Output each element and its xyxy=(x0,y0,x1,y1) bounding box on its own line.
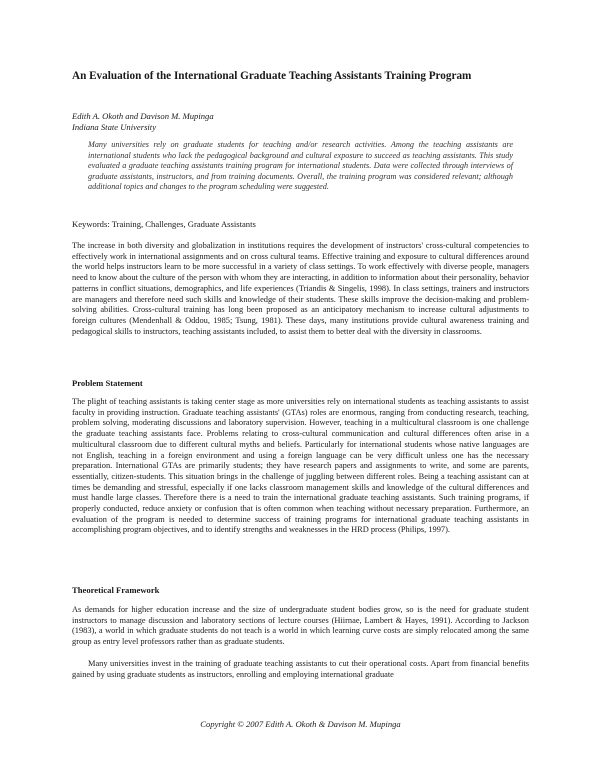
paper-title: An Evaluation of the International Graduate Teaching Assistants Training Program xyxy=(72,70,472,82)
author-block xyxy=(72,111,214,132)
author-affiliation: Indiana State University xyxy=(72,121,157,132)
problem-statement-heading: Problem Statement xyxy=(72,378,143,388)
keywords: Keywords: Training, Challenges, Graduate Assistants xyxy=(72,219,256,229)
intro-paragraph: The increase in both diversity and globalization in institutions requires the development of instructors' cross-cultural competencies to effectively work in international assignments and on cross cultural teams. Effective training and exposure to cultural differences around the world helps instructors learn to be more successful in a variety of class settings. To work effectively with diverse people, managers need to know about the culture of the person with whom they are interacting, in addition to information about their personality, behavior patterns in conflict situations, demographics, and life experiences (Triandis & Singelis, 1998). In class settings, trainers and instructors are managers and therefore need such skills and knowledge of their students. These skills improve the decision-making and problem-solving abilities. Cross-cultural training has long been proposed as an anticipatory mechanism to increase cultural adjustments to foreign cultures (Mendenhall & Oddou, 1985; Tsung, 1981). These days, many institutions provide cultural awareness training and pedagogical skills to instructors, teaching assistants included, to assist them to better deal with the diversity in classrooms. xyxy=(72,241,529,336)
abstract: Many universities rely on graduate students for teaching and/or research activities. Among the teaching assistants are international students who lack the pedagogical background and cultural exposure to succeed as teaching assistants. This study evaluated a graduate teaching assistants training program for international students. Data were collected through interviews of graduate assistants, instructors, and from training documents. Overall, the training program was considered relevant; although additional topics and changes to the program scheduling were suggested. xyxy=(88,140,513,192)
theoretical-framework-paragraph-2: Many universities invest in the training of graduate teaching assistants to cut their operational costs. Apart from financial benefits gained by using graduate students as instructors, enrolling and employing international graduate xyxy=(72,659,529,679)
theoretical-framework-paragraph-1: As demands for higher education increase and the size of undergraduate student bodies grow, so is the need for graduate student instructors to manage discussion and laboratory sections of lecture courses (Hiirnae, Lambert & Hayes, 1991). According to Jackson (1983), a world in which graduate students do not teach is a world in which learning curve costs are simply relocated among the same group as entry level professors rather than as graduate students. xyxy=(72,605,529,647)
theoretical-framework-heading: Theoretical Framework xyxy=(72,585,160,595)
problem-statement-paragraph: The plight of teaching assistants is taking center stage as more universities rely on international students as teaching assistants to assist faculty in providing instruction. Graduate teaching assistants' (GTAs) roles are enormous, ranging from conducting research, teaching, problem solving, moderating discussions and laboratory supervision. However, teaching in a multicultural classroom is one challenge the graduate teaching assistants face. Problems relating to cross-cultural communication and cultural differences often arise in a multicultural classroom due to different cultural myths and beliefs. Particularly for international students whose native languages are not English, teaching in a foreign environment and using a foreign language can be very difficult unless one has the necessary preparation. International GTAs are primarily students; they have research papers and assignments to write, and some are parents, essentially, citizen-students. This situation brings in the challenge of juggling between different roles. Being a teaching assistant can at times be demanding and stressful, especially if one lacks classroom management skills and knowledge of the cultural differences and must handle large classes. Therefore there is a need to train the international graduate teaching assistants. Such training programs, if properly conducted, reduce anxiety or confusion that is often common when teaching without necessary preparation. Furthermore, an evaluation of the program is needed to determine success of training programs for international graduate teaching assistants in accomplishing program objectives, and to identify strengths and weaknesses in the HRD process (Philips, 1997). xyxy=(72,397,529,535)
copyright-footer: Copyright © 2007 Edith A. Okoth & Davison M. Mupinga xyxy=(200,719,401,729)
author-names: Edith A. Okoth and Davison M. Mupinga xyxy=(72,111,214,121)
